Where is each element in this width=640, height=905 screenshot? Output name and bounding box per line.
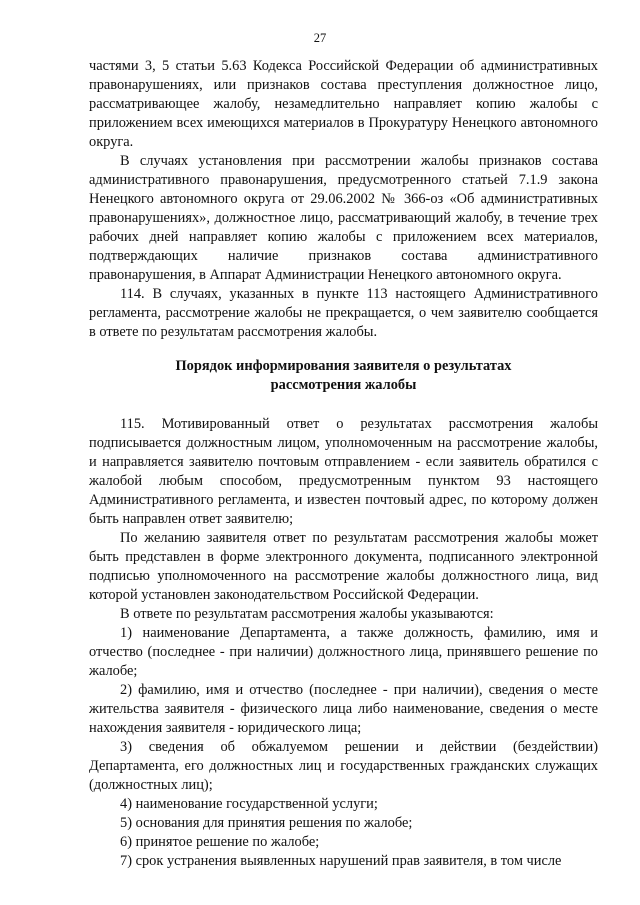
section-heading (89, 357, 598, 395)
list-item: 1) наименование Департамента, а также должность, фамилию, имя и отчество (последнее - при наличии) должностного лица, принявшего решение по жалобе; (89, 625, 598, 679)
heading-line: Порядок информирования заявителя о результатах (175, 358, 512, 374)
document-body (89, 57, 598, 871)
paragraph: 114. В случаях, указанных в пункте 113 настоящего Административного регламента, рассмотрение жалобы не прекращается, о чем заявителю сообщается в ответе по результатам рассмотрения жалобы. (89, 286, 598, 340)
list-item: 4) наименование государственной услуги; (120, 796, 378, 812)
list-item: 6) принятое решение по жалобе; (120, 834, 320, 850)
list-item: 2) фамилию, имя и отчество (последнее - при наличии), сведения о месте жительства заявителя - физического лица либо наименование, сведения о месте нахождения заявителя - юридического лица; (89, 682, 598, 736)
paragraph: частями 3, 5 статьи 5.63 Кодекса Российской Федерации об административных правонарушениях, или признаков состава преступления должностное лицо, рассматривающее жалобу, незамедлительно направляет копию жалобы с приложением всех имеющихся материалов в Прокуратуру Ненецкого автономного округа. (89, 58, 598, 150)
list-item: 3) сведения об обжалуемом решении и действии (бездействии) Департамента, его должностных лиц и государственных гражданских служащих (должностных лиц); (89, 739, 598, 793)
paragraph: В случаях установления при рассмотрении жалобы признаков состава административного правонарушения, предусмотренного статьей 7.1.9 закона Ненецкого автономного округа от 29.06.2002 № 366-оз «Об административных правонарушениях», должностное лицо, рассматривающий жалобу, в течение трех рабочих дней направляет копию жалобы с приложением всех материалов, подтверждающих наличие признаков состава административного правонарушения, в Аппарат Администрации Ненецкого автономного округа. (89, 153, 598, 283)
list-item: 7) срок устранения выявленных нарушений прав заявителя, в том числе (120, 853, 562, 869)
paragraph: 115. Мотивированный ответ о результатах рассмотрения жалобы подписывается должностным лицом, уполномоченным на рассмотрение жалобы, и направляется заявителю почтовым отправлением - если заявитель обратился с жалобой любым способом, предусмотренным пунктом 93 настоящего Административного регламента, и известен почтовый адрес, по которому должен быть направлен ответ заявителю; (89, 416, 598, 527)
paragraph: По желанию заявителя ответ по результатам рассмотрения жалобы может быть представлен в форме электронного документа, подписанного электронной подписью уполномоченного на рассмотрение жалобы должностного лица, вид которой установлен законодательством Российской Федерации. (89, 530, 598, 603)
list-item: 5) основания для принятия решения по жалобе; (120, 815, 413, 831)
page-number: 27 (313, 31, 327, 45)
heading-line: рассмотрения жалобы (270, 377, 417, 393)
paragraph: В ответе по результатам рассмотрения жалобы указываются: (120, 606, 494, 622)
